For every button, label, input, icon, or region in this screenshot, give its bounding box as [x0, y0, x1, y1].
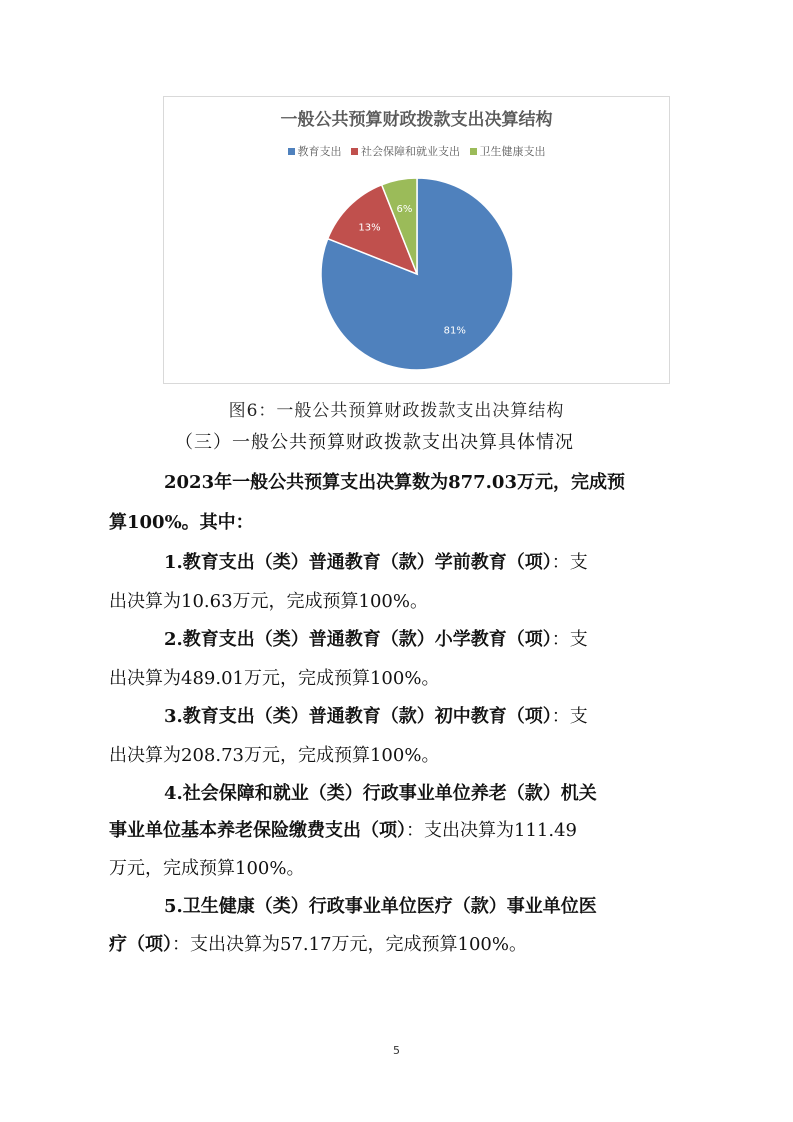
- item-2-text-a: ：支: [551, 629, 588, 650]
- item-3-line-1: [164, 705, 588, 729]
- legend-item-health: [470, 143, 546, 159]
- pie-chart: [164, 97, 669, 383]
- item-4-line-2: [109, 819, 577, 843]
- item-2-heading: 2.教育支出（类）普通教育（款）小学教育（项）: [164, 629, 552, 650]
- legend-item-social-security: [351, 143, 460, 159]
- page-number: 5: [393, 1044, 400, 1057]
- item-1-text-a: ：支: [551, 552, 588, 573]
- item-1-line-2: 出决算为10.63万元，完成预算100%。: [109, 591, 428, 612]
- item-1-line-1: [164, 551, 588, 575]
- chart-title: 一般公共预算财政拨款支出决算结构: [280, 110, 553, 130]
- item-1-heading: 1.教育支出（类）普通教育（款）学前教育（项）: [164, 552, 552, 573]
- summary-line-1: 2023年一般公共预算支出决算数为877.03万元，完成预: [164, 472, 625, 493]
- figure-caption: 图6：一般公共预算财政拨款支出决算结构: [228, 401, 565, 421]
- section-heading: （三）一般公共预算财政拨款支出决算具体情况: [175, 432, 574, 453]
- pie-label-health: 6%: [396, 203, 413, 215]
- pie-label-education: 81%: [443, 325, 466, 337]
- item-3-text-a: ：支: [551, 706, 588, 727]
- legend-label-social-security: 社会保障和就业支出: [361, 145, 460, 158]
- legend-label-education: 教育支出: [297, 145, 342, 158]
- item-5-line-2: [109, 933, 527, 957]
- pie-label-social-security: 13%: [358, 222, 381, 234]
- legend-swatch-social-security: [351, 148, 358, 155]
- legend-label-health: 卫生健康支出: [479, 145, 546, 158]
- item-4-line-3: 万元，完成预算100%。: [109, 858, 305, 879]
- item-5-line-1: 5.卫生健康（类）行政事业单位医疗（款）事业单位医: [164, 896, 597, 917]
- item-4-text-a: ：支出决算为111.49: [406, 820, 577, 841]
- chart-legend: [164, 143, 669, 159]
- item-2-line-2: 出决算为489.01万元，完成预算100%。: [109, 668, 440, 689]
- summary-line-2: 算100%。其中：: [109, 512, 254, 533]
- item-4-line-1: 4.社会保障和就业（类）行政事业单位养老（款）机关: [164, 783, 597, 804]
- legend-swatch-education: [288, 148, 295, 155]
- item-3-line-2: 出决算为208.73万元，完成预算100%。: [109, 745, 440, 766]
- legend-item-education: [288, 143, 342, 159]
- item-2-line-1: [164, 628, 588, 652]
- item-5-heading-cont: 疗（项）: [109, 934, 172, 955]
- legend-swatch-health: [470, 148, 477, 155]
- item-4-heading-cont: 事业单位基本养老保险缴费支出（项）: [109, 820, 406, 841]
- pie-chart-container: [163, 96, 670, 384]
- item-3-heading: 3.教育支出（类）普通教育（款）初中教育（项）: [164, 706, 552, 727]
- item-5-text-a: ：支出决算为57.17万元，完成预算100%。: [172, 934, 527, 955]
